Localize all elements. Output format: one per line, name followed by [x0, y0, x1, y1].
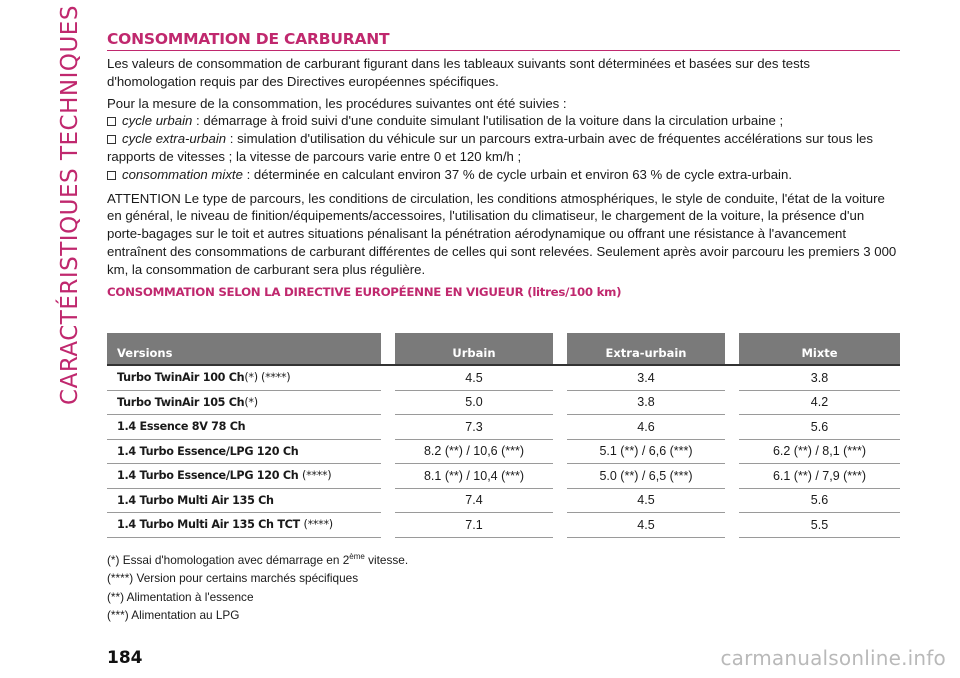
- checkbox-bullet-icon: [107, 171, 116, 180]
- table-row: 1.4 Turbo Multi Air 135 Ch 7.4 4.5 5.6: [107, 489, 900, 514]
- table-row: Turbo TwinAir 105 Ch(*) 5.0 3.8 4.2: [107, 391, 900, 416]
- table-row: Turbo TwinAir 100 Ch(*) (****) 4.5 3.4 3.8: [107, 366, 900, 391]
- footnote-1: (*) Essai d'homologation avec démarrage en 2ème vitesse.: [107, 552, 409, 567]
- footnote-2: (****) Version pour certains marchés spécifiques: [107, 571, 359, 586]
- table-row: 1.4 Turbo Multi Air 135 Ch TCT (****) 7.1 4.5 5.5: [107, 513, 900, 538]
- footnote-3: (**) Alimentation à l'essence: [107, 589, 254, 604]
- header-mixte: Mixte: [739, 333, 900, 366]
- intro-paragraph: Les valeurs de consommation de carburant figurant dans les tableaux suivants sont déterminées et basées sur des tests d'homologation requis par des Directives européennes spécifiques.: [107, 56, 810, 89]
- bullet-extra-urban: cycle extra-urbain : simulation d'utilisation du véhicule sur un parcours extra-urbain avec de fréquentes accélérations sur tous les rapports de vitesses ; la vitesse de parcours varie entre 0 et 120 km/h ;: [107, 131, 873, 164]
- bullet-urban: cycle urbain : démarrage à froid suivi d'une conduite simulant l'utilisation de la voiture dans la circulation urbaine ;: [107, 112, 900, 130]
- header-extra-urbain: Extra-urbain: [567, 333, 725, 366]
- section-side-tab-label: CARACTÉRISTIQUES TECHNIQUES: [57, 5, 84, 405]
- table-row: 1.4 Turbo Essence/LPG 120 Ch (****) 8.1 (**) / 10,4 (***) 5.0 (**) / 6,5 (***) 6.1 (**) / 7,9 (***): [107, 464, 900, 489]
- table-heading: CONSOMMATION SELON LA DIRECTIVE EUROPÉENNE EN VIGUEUR (litres/100 km): [107, 284, 622, 299]
- watermark: carmanualsonline.info: [720, 646, 946, 670]
- page-heading: CONSOMMATION DE CARBURANT: [107, 30, 900, 51]
- table-row: 1.4 Essence 8V 78 Ch 7.3 4.6 5.6: [107, 415, 900, 440]
- section-side-tab: [50, 5, 90, 405]
- procedures-intro: Pour la mesure de la consommation, les procédures suivantes ont été suivies :: [107, 95, 567, 111]
- attention-paragraph: ATTENTION Le type de parcours, les conditions de circulation, les conditions atmosphériques, le style de conduite, l'état de la voiture en général, le niveau de finition/équipements/accessoires, l'utilisation du climatiseur, le chargement de la voiture, la présence d'un porte-bagages sur le toit et autres situations pénalisant la pénétration aérodynamique ou offrant une résistance à l'avancement entraînent des consommations de carburant différentes de celles qui sont relevées. Seulement après avoir parcouru les premiers 3 000 km, la consommation de carburant sera plus régulière.: [107, 190, 897, 277]
- footnotes: [107, 548, 900, 625]
- checkbox-bullet-icon: [107, 135, 116, 144]
- table-row: 1.4 Turbo Essence/LPG 120 Ch 8.2 (**) / 10,6 (***) 5.1 (**) / 6,6 (***) 6.2 (**) / 8,1 (***): [107, 440, 900, 465]
- table-header-row: [107, 333, 900, 366]
- header-versions: Versions: [107, 333, 381, 366]
- checkbox-bullet-icon: [107, 117, 116, 126]
- consumption-table: [107, 333, 900, 538]
- header-urbain: Urbain: [395, 333, 553, 366]
- main-content: [107, 30, 900, 299]
- bullet-mixed: consommation mixte : déterminée en calculant environ 37 % de cycle urbain et environ 63 % de cycle extra-urbain.: [107, 166, 900, 184]
- footnote-4: (***) Alimentation au LPG: [107, 608, 240, 623]
- page-number: 184: [107, 648, 143, 668]
